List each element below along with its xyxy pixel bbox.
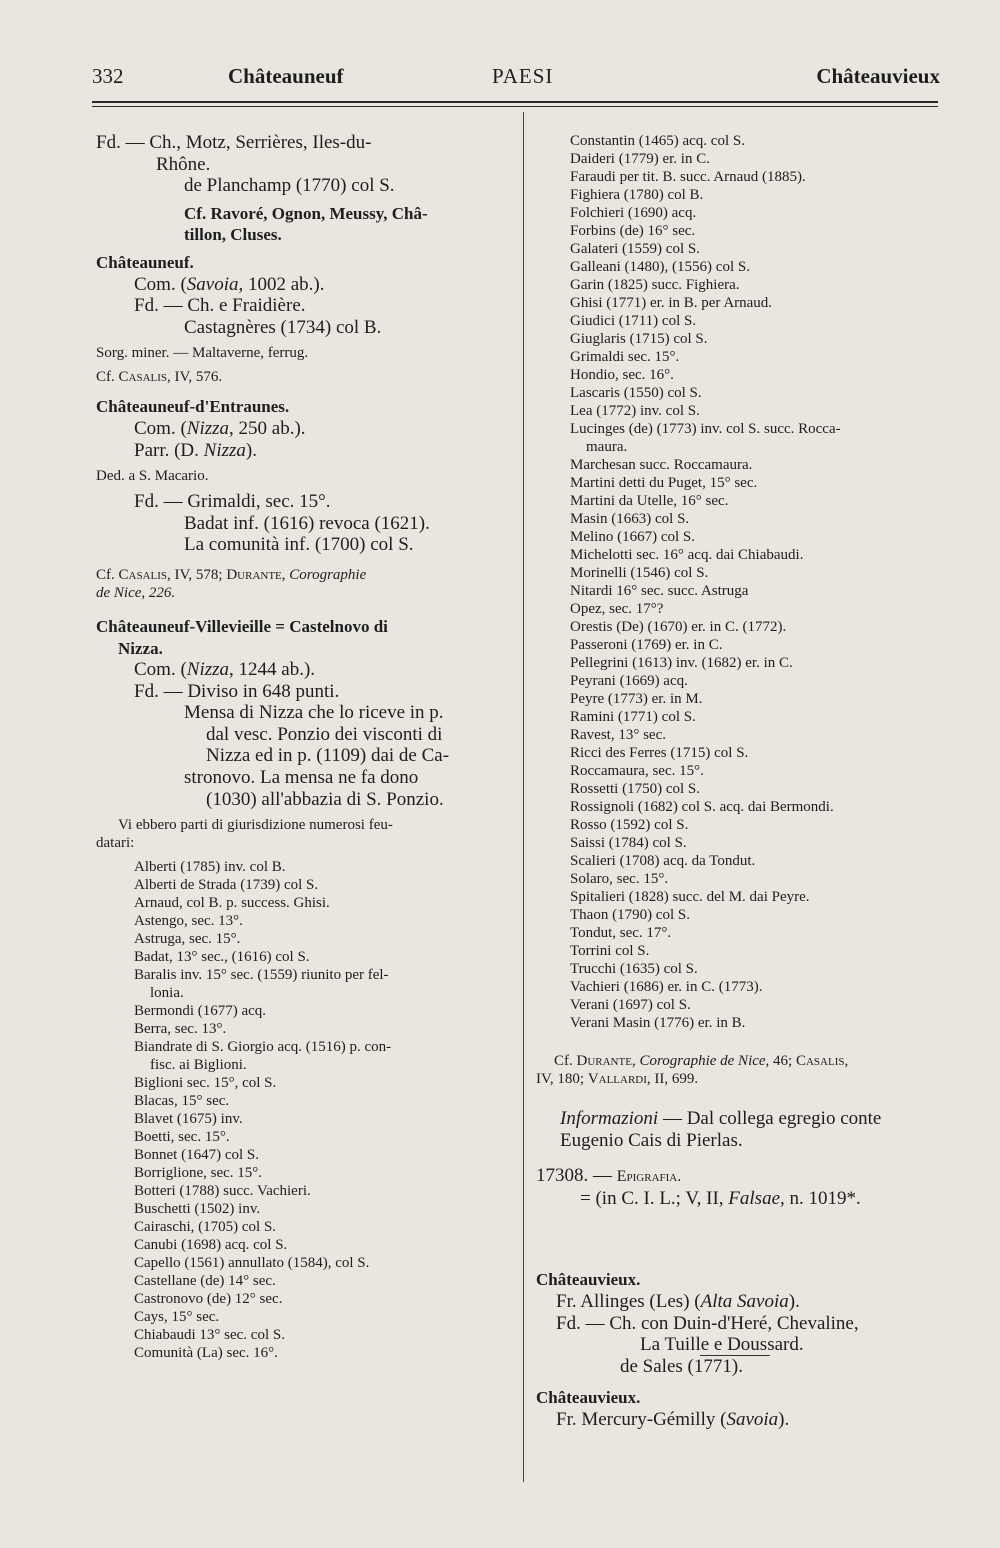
header-left-title: Châteauneuf [228, 64, 344, 88]
list-item: Ravest, 13° sec. [570, 727, 666, 743]
list-item: Ramini (1771) col S. [570, 709, 696, 725]
list-item: Cays, 15° sec. [134, 1309, 220, 1326]
entry-line: Com. (Nizza, 250 ab.). [134, 417, 306, 439]
entry-line: de Planchamp (1770) col S. [184, 175, 395, 197]
list-item: Constantin (1465) acq. col S. [570, 133, 745, 149]
list-item: Verani Masin (1776) er. in B. [570, 1015, 746, 1031]
list-item: Castellane (de) 14° sec. [134, 1273, 276, 1290]
list-item: Rossignoli (1682) col S. acq. dai Bermondi. [570, 799, 834, 815]
list-item: Blavet (1675) inv. [134, 1111, 243, 1128]
list-item: Alberti de Strada (1739) col S. [134, 877, 319, 894]
list-item: Canubi (1698) acq. col S. [134, 1237, 288, 1254]
list-item: Astruga, sec. 15°. [134, 931, 241, 948]
entry-line: La Tuille e Doussard. [640, 1334, 804, 1356]
list-item: fisc. ai Biglioni. [150, 1057, 247, 1074]
list-item: Thaon (1790) col S. [570, 907, 690, 923]
list-item: Lucinges (de) (1773) inv. col S. succ. Rocca- [570, 421, 841, 437]
entry-line: Nizza ed in p. (1109) dai de Ca- [206, 745, 450, 767]
list-item: Michelotti sec. 16° acq. dai Chiabaudi. [570, 547, 804, 563]
list-item: Masin (1663) col S. [570, 511, 690, 527]
entry-line: Rhône. [156, 153, 211, 175]
entry-line: Badat inf. (1616) revoca (1621). [184, 512, 430, 534]
list-item: Ricci des Ferres (1715) col S. [570, 745, 749, 761]
list-item: Alberti (1785) inv. col B. [134, 859, 286, 876]
list-item: Baralis inv. 15° sec. (1559) riunito per fel- [134, 967, 389, 984]
list-item: Lea (1772) inv. col S. [570, 403, 700, 419]
entry-title: Nizza. [118, 638, 163, 658]
list-item: Faraudi per tit. B. succ. Arnaud (1885). [570, 169, 806, 185]
note-line: Vi ebbero parti di giurisdizione numerosi feu- [118, 817, 393, 834]
list-item: Biglioni sec. 15°, col S. [134, 1075, 277, 1092]
note-line: IV, 180; Vallardi, II, 699. [536, 1071, 699, 1087]
entry-line: Fr. Allinges (Les) (Alta Savoia). [556, 1290, 800, 1312]
entry-line: Parr. (D. Nizza). [134, 439, 257, 461]
cross-reference: tillon, Cluses. [184, 225, 282, 245]
list-item: Badat, 13° sec., (1616) col S. [134, 949, 310, 966]
entry-title: Châteauneuf-Villevieille = Castelnovo di [96, 616, 388, 636]
list-item: Borriglione, sec. 15°. [134, 1165, 263, 1182]
list-item: Bonnet (1647) col S. [134, 1147, 259, 1164]
entry-line: dal vesc. Ponzio dei visconti di [206, 723, 443, 745]
list-item: Ghisi (1771) er. in B. per Arnaud. [570, 295, 773, 311]
header-center-title: PAESI [492, 64, 554, 88]
list-item: Marchesan succ. Roccamaura. [570, 457, 753, 473]
list-item: Garin (1825) succ. Fighiera. [570, 277, 740, 293]
note-line: Sorg. miner. — Maltaverne, ferrug. [96, 345, 309, 362]
list-item: Folchieri (1690) acq. [570, 205, 697, 221]
list-item: Passeroni (1769) er. in C. [570, 637, 723, 653]
page-number: 332 [92, 64, 124, 88]
list-item: Opez, sec. 17°? [570, 601, 664, 617]
list-item: Torrini col S. [570, 943, 650, 959]
entry-line: de Sales (1771). [620, 1355, 743, 1377]
entry-line: Fd. — Ch., Motz, Serrières, Iles-du- [96, 132, 372, 153]
entry-line: Com. (Nizza, 1244 ab.). [134, 659, 316, 681]
list-item: Astengo, sec. 13°. [134, 913, 243, 930]
list-item: Lascaris (1550) col S. [570, 385, 702, 401]
list-item: Martini detti du Puget, 15° sec. [570, 475, 758, 491]
entry-line: (1030) all'abbazia di S. Ponzio. [206, 788, 444, 810]
header-right-title: Châteauvieux [816, 64, 940, 88]
note-line: Cf. Casalis, IV, 576. [96, 369, 223, 386]
entry-line: 17308. — Epigrafia. [536, 1165, 682, 1187]
entry-line: Eugenio Cais di Pierlas. [560, 1129, 743, 1151]
header-rule-thick [92, 101, 938, 103]
list-item: Buschetti (1502) inv. [134, 1201, 261, 1218]
right-column [536, 132, 952, 1431]
running-header [92, 64, 940, 96]
entry-title: Châteauvieux. [536, 1270, 641, 1290]
list-item: Giudici (1711) col S. [570, 313, 697, 329]
note-line: Ded. a S. Macario. [96, 468, 209, 485]
list-item: Chiabaudi 13° sec. col S. [134, 1327, 285, 1344]
list-item: Capello (1561) annullato (1584), col S. [134, 1255, 370, 1272]
list-item: Boetti, sec. 15°. [134, 1129, 230, 1146]
note-line: Cf. Durante, Corographie de Nice, 46; Casalis, [554, 1053, 849, 1069]
entry-line: Mensa di Nizza che lo riceve in p. [184, 702, 444, 724]
entry-line: Fd. — Grimaldi, sec. 15°. [134, 491, 331, 513]
list-item: Scalieri (1708) acq. da Tondut. [570, 853, 756, 869]
list-item: Galleani (1480), (1556) col S. [570, 259, 750, 275]
list-item: Peyre (1773) er. in M. [570, 691, 703, 707]
entry-line: Com. (Savoia, 1002 ab.). [134, 273, 325, 295]
list-item: Saissi (1784) col S. [570, 835, 687, 851]
list-item: Castronovo (de) 12° sec. [134, 1291, 283, 1308]
feudatari-list-left [96, 858, 516, 1362]
entry-title: Châteauneuf-d'Entraunes. [96, 397, 290, 417]
list-item: Comunità (La) sec. 16°. [134, 1345, 278, 1362]
list-item: Nitardi 16° sec. succ. Astruga [570, 583, 749, 599]
list-item: Galateri (1559) col S. [570, 241, 700, 257]
list-item: maura. [586, 439, 628, 455]
list-item: Berra, sec. 13°. [134, 1021, 227, 1038]
list-item: Tondut, sec. 17°. [570, 925, 672, 941]
list-item: Giuglaris (1715) col S. [570, 331, 708, 347]
entry-line: Fd. — Ch. e Fraidière. [134, 295, 306, 317]
list-item: Melino (1667) col S. [570, 529, 695, 545]
entry-line: stronovo. La mensa ne fa dono [184, 767, 419, 789]
list-item: Grimaldi sec. 15°. [570, 349, 680, 365]
list-item: lonia. [150, 985, 184, 1002]
list-item: Pellegrini (1613) inv. (1682) er. in C. [570, 655, 793, 671]
entry-line: La comunità inf. (1700) col S. [184, 534, 414, 556]
list-item: Fighiera (1780) col B. [570, 187, 704, 203]
list-item: Cairaschi, (1705) col S. [134, 1219, 277, 1236]
list-item: Vachieri (1686) er. in C. (1773). [570, 979, 763, 995]
list-item: Bermondi (1677) acq. [134, 1003, 267, 1020]
list-item: Botteri (1788) succ. Vachieri. [134, 1183, 311, 1200]
note-line: Cf. Casalis, IV, 578; Durante, Corographie [96, 566, 367, 583]
entry-line: Fd. — Ch. con Duin-d'Heré, Chevaline, [556, 1312, 859, 1334]
list-item: Solaro, sec. 15°. [570, 871, 669, 887]
note-line: de Nice, 226. [96, 584, 176, 601]
cross-reference: Cf. Ravoré, Ognon, Meussy, Châ- [184, 203, 428, 223]
list-item: Rossetti (1750) col S. [570, 781, 700, 797]
list-item: Martini da Utelle, 16° sec. [570, 493, 729, 509]
section-rule [700, 1355, 770, 1356]
list-item: Spitalieri (1828) succ. del M. dai Peyre. [570, 889, 810, 905]
list-item: Orestis (De) (1670) er. in C. (1772). [570, 619, 787, 635]
left-column [96, 132, 516, 1362]
column-divider [523, 112, 524, 1482]
list-item: Daideri (1779) er. in C. [570, 151, 710, 167]
list-item: Biandrate di S. Giorgio acq. (1516) p. con- [134, 1039, 392, 1056]
entry-line: Informazioni — Dal collega egregio conte [560, 1108, 882, 1129]
header-rule-thin [92, 106, 938, 107]
list-item: Roccamaura, sec. 15°. [570, 763, 704, 779]
note-line: datari: [96, 835, 135, 852]
feudatari-list-right [536, 132, 952, 1032]
entry-line: Castagnères (1734) col B. [184, 316, 382, 338]
list-item: Trucchi (1635) col S. [570, 961, 698, 977]
list-item: Hondio, sec. 16°. [570, 367, 674, 383]
entry-line: = (in C. I. L.; V, II, Falsae, n. 1019*. [580, 1187, 861, 1209]
list-item: Verani (1697) col S. [570, 997, 691, 1013]
list-item: Forbins (de) 16° sec. [570, 223, 696, 239]
list-item: Peyrani (1669) acq. [570, 673, 688, 689]
entry-line: Fd. — Diviso in 648 punti. [134, 680, 340, 702]
list-item: Morinelli (1546) col S. [570, 565, 709, 581]
list-item: Rosso (1592) col S. [570, 817, 689, 833]
entry-line: Fr. Mercury-Gémilly (Savoia). [556, 1408, 790, 1430]
list-item: Blacas, 15° sec. [134, 1093, 230, 1110]
entry-title: Châteauvieux. [536, 1388, 641, 1408]
list-item: Arnaud, col B. p. success. Ghisi. [134, 895, 330, 912]
entry-title: Châteauneuf. [96, 252, 194, 272]
